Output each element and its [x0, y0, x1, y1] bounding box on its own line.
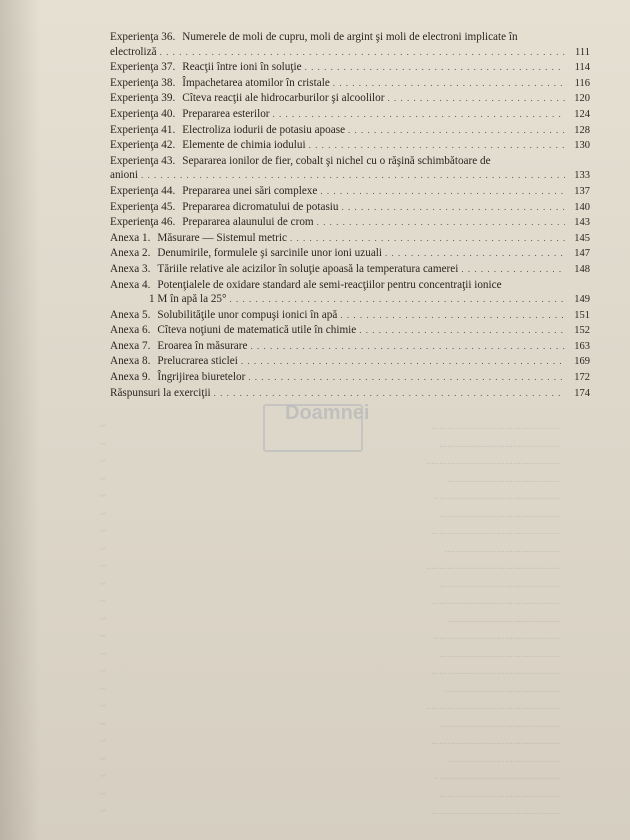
toc-entry-page: 152	[574, 325, 590, 337]
toc-entry-page: 148	[574, 263, 590, 275]
toc-entry-page: 137	[574, 185, 590, 197]
toc-entry-label: Experienţa 38.	[110, 76, 176, 89]
toc-entry-title-continued: anioni	[110, 169, 138, 182]
toc-entry-title: Numerele de moli de cupru, moli de argint şi moli de electroni implicate în	[182, 31, 518, 43]
toc-entry-experienta-40	[110, 107, 590, 123]
toc-entry-title: Prelucrarea sticlei	[157, 355, 238, 368]
toc-entry-label: Anexa 5.	[110, 308, 151, 321]
toc-entry-title: Separarea ionilor de fier, cobalt şi nichel cu o răşină schimbătoare de	[182, 154, 491, 167]
toc-entry-title: Solubilităţile unor compuşi ionici în apă	[157, 308, 338, 321]
toc-entry-page: 145	[574, 232, 590, 244]
toc-entry-title: Împachetarea atomilor în cristale	[182, 76, 330, 89]
leader-dots	[309, 138, 565, 153]
leader-dots	[348, 123, 565, 138]
reverse-side-bleed-through: ................................................. ~ .............................................. ~ ................................................... ~ ........................................... ~ ................................................ ~ .............................................. ~ ................................................. ~ ............................................ ~ ................................................... ~ .............................................. ~ ................................................. ~ ........................................... ~ ................................................ ~ .............................................. ~ ................................................. ~ ............................................ ~ ................................................... ~ .............................................. ~ ................................................. ~ ........................................... ~ ................................................ ~ .............................................. ~ ................................................. ~	[100, 421, 560, 817]
leader-dots	[342, 200, 565, 215]
leader-dots	[320, 184, 565, 199]
toc-entry-title: Tăriile relative ale acizilor în soluţie apoasă la temperatura camerei	[157, 262, 459, 275]
watermark-text: Doamnei	[285, 402, 370, 424]
page-gutter-shadow	[0, 0, 40, 840]
leader-dots	[141, 168, 565, 183]
toc-entry-label: Anexa 7.	[110, 339, 151, 352]
toc-entry-label: Experienţa 36.	[110, 31, 176, 43]
table-of-contents	[110, 30, 590, 401]
leader-dots	[290, 231, 565, 246]
toc-entry-label: Anexa 2.	[110, 247, 151, 260]
toc-entry-label: Anexa 6.	[110, 324, 151, 337]
leader-dots	[160, 45, 565, 60]
toc-entry-title: Îngrijirea biuretelor	[157, 371, 246, 384]
toc-entry-experienta-46	[110, 215, 590, 231]
toc-entry-title: Potenţialele de oxidare standard ale semi-reacţiilor pentru concentraţii ionice	[157, 278, 502, 291]
toc-entry-label: Experienţa 37.	[110, 61, 176, 74]
leader-dots	[387, 91, 565, 106]
toc-entry-experienta-41	[110, 123, 590, 139]
toc-entry-experienta-39	[110, 91, 590, 107]
toc-entry-anexa-5	[110, 308, 590, 324]
toc-entry-label: Experienţa 41.	[110, 123, 176, 136]
leader-dots	[273, 107, 565, 122]
toc-entry-page: 111	[575, 46, 590, 58]
toc-entry-experienta-37	[110, 60, 590, 76]
toc-entry-page: 120	[574, 93, 590, 105]
leader-dots	[461, 262, 565, 277]
toc-entry-title: Eroarea în măsurare	[157, 339, 248, 352]
toc-entry-title: Reacţii între ioni în soluţie	[182, 61, 302, 74]
toc-entry-experienta-42	[110, 138, 590, 154]
toc-entry-label: Anexa 3.	[110, 262, 151, 275]
leader-dots	[305, 60, 565, 75]
toc-entry-page: 169	[574, 356, 590, 368]
leader-dots	[230, 292, 566, 307]
toc-entry-anexa-7	[110, 339, 590, 355]
toc-entry-anexa-6	[110, 323, 590, 339]
toc-entry-page: 174	[574, 387, 590, 399]
toc-entry-title: Elemente de chimia iodului	[182, 139, 306, 152]
toc-entry-label: Anexa 4.	[110, 278, 151, 291]
leader-dots	[250, 339, 565, 354]
toc-entry-page: 140	[574, 201, 590, 213]
leader-dots	[359, 323, 565, 338]
toc-entry-page: 116	[574, 77, 590, 89]
toc-entry-title: Cîteva reacţii ale hidrocarburilor şi alcoolilor	[182, 92, 385, 105]
toc-entry-page: 143	[574, 217, 590, 229]
toc-entry-experienta-38	[110, 76, 590, 92]
toc-entry-page: 114	[574, 62, 590, 74]
toc-entry-page: 133	[574, 170, 590, 182]
toc-entry-label: Experienţa 42.	[110, 139, 176, 152]
leader-dots	[340, 308, 565, 323]
toc-entry-title: Prepararea esterilor	[182, 107, 270, 120]
leader-dots	[317, 215, 565, 230]
toc-entry-page: 130	[574, 140, 590, 152]
toc-entry-experienta-44	[110, 184, 590, 200]
toc-entry-title: Denumirile, formulele şi sarcinile unor ioni uzuali	[157, 247, 383, 260]
toc-entry-title: Electroliza iodurii de potasiu apoase	[182, 123, 346, 136]
toc-entry-label: Răspunsuri la exerciţii	[110, 386, 211, 399]
toc-entry-label: Anexa 9.	[110, 371, 151, 384]
toc-entry-label: Experienţa 46.	[110, 216, 176, 229]
toc-entry-page: 149	[574, 294, 590, 306]
toc-entry-label: Anexa 1.	[110, 231, 151, 244]
toc-entry-anexa-8	[110, 354, 590, 370]
toc-entry-title: Măsurare — Sistemul metric	[157, 231, 287, 244]
toc-entry-label: Experienţa 39.	[110, 92, 176, 105]
toc-entry-page: 124	[574, 108, 590, 120]
toc-entry-label: Experienţa 40.	[110, 107, 176, 120]
toc-entry-experienta-43	[110, 154, 590, 184]
leader-dots	[385, 246, 565, 261]
toc-entry-title: Prepararea dicromatului de potasiu	[182, 200, 339, 213]
toc-entry-title-continued: electroliză	[110, 45, 157, 58]
toc-entry-anexa-9	[110, 370, 590, 386]
toc-entry-experienta-45	[110, 200, 590, 216]
toc-entry-anexa-3	[110, 262, 590, 278]
toc-entry-title-continued: 1 M în apă la 25°	[149, 293, 227, 306]
toc-entry-title: Cîteva noţiuni de matematică utile în chimie	[157, 324, 357, 337]
toc-entry-anexa-1	[110, 231, 590, 247]
toc-entry-page: 128	[574, 124, 590, 136]
leader-dots	[248, 370, 565, 385]
toc-entry-page: 172	[574, 372, 590, 384]
toc-entry-page: 151	[574, 309, 590, 321]
toc-entry-anexa-2	[110, 246, 590, 262]
toc-entry-title: Prepararea alaunului de crom	[182, 216, 314, 229]
toc-entry-label: Experienţa 45.	[110, 200, 176, 213]
toc-entry-page: 163	[574, 340, 590, 352]
toc-entry-experienta-36	[110, 30, 590, 60]
toc-entry-anexa-4	[110, 278, 590, 308]
toc-entry-label: Anexa 8.	[110, 355, 151, 368]
leader-dots	[241, 354, 565, 369]
toc-entry-label: Experienţa 43.	[110, 154, 176, 167]
toc-entry-page: 147	[574, 248, 590, 260]
leader-dots	[214, 386, 565, 401]
toc-entry-label: Experienţa 44.	[110, 184, 176, 197]
toc-entry-title: Prepararea unei sări complexe	[182, 184, 318, 197]
toc-entry-raspunsuri	[110, 386, 590, 402]
leader-dots	[333, 76, 565, 91]
